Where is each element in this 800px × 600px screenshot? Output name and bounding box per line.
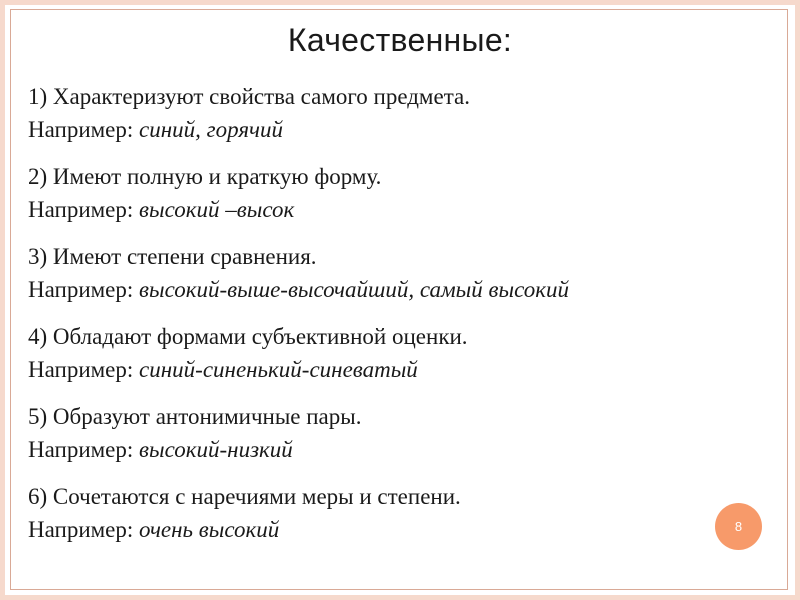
item-statement: 4) Обладают формами субъективной оценки. — [28, 324, 468, 349]
list-item — [28, 400, 778, 466]
item-statement: 2) Имеют полную и краткую форму. — [28, 164, 382, 189]
example-text: высокий-низкий — [139, 437, 293, 462]
list-item — [28, 160, 778, 226]
list-item — [28, 80, 778, 146]
item-example — [28, 193, 778, 226]
example-text: очень высокий — [139, 517, 280, 542]
list-item — [28, 320, 778, 386]
example-label: Например: — [28, 517, 140, 542]
example-text: синий, горячий — [139, 117, 283, 142]
slide-title: Качественные: — [287, 22, 513, 58]
example-label: Например: — [28, 437, 140, 462]
example-label: Например: — [28, 357, 140, 382]
item-example — [28, 113, 778, 146]
item-statement: 6) Сочетаются с наречиями меры и степени. — [28, 484, 461, 509]
list-item — [28, 240, 778, 306]
item-example — [28, 433, 778, 466]
item-example — [28, 353, 778, 386]
item-example — [28, 513, 778, 546]
item-statement: 1) Характеризуют свойства самого предмета. — [28, 84, 470, 109]
example-label: Например: — [28, 117, 140, 142]
item-statement: 5) Образуют антонимичные пары. — [28, 404, 362, 429]
item-statement: 3) Имеют степени сравнения. — [28, 244, 317, 269]
list-item — [28, 480, 778, 546]
page-number-badge: 8 — [715, 503, 762, 550]
example-text: высокий –высок — [139, 197, 295, 222]
example-label: Например: — [28, 277, 140, 302]
slide-content — [28, 80, 778, 560]
item-example — [28, 273, 778, 306]
example-label: Например: — [28, 197, 140, 222]
example-text: высокий-выше-высочайший, самый высокий — [139, 277, 569, 302]
example-text: синий-синенький-синеватый — [139, 357, 418, 382]
